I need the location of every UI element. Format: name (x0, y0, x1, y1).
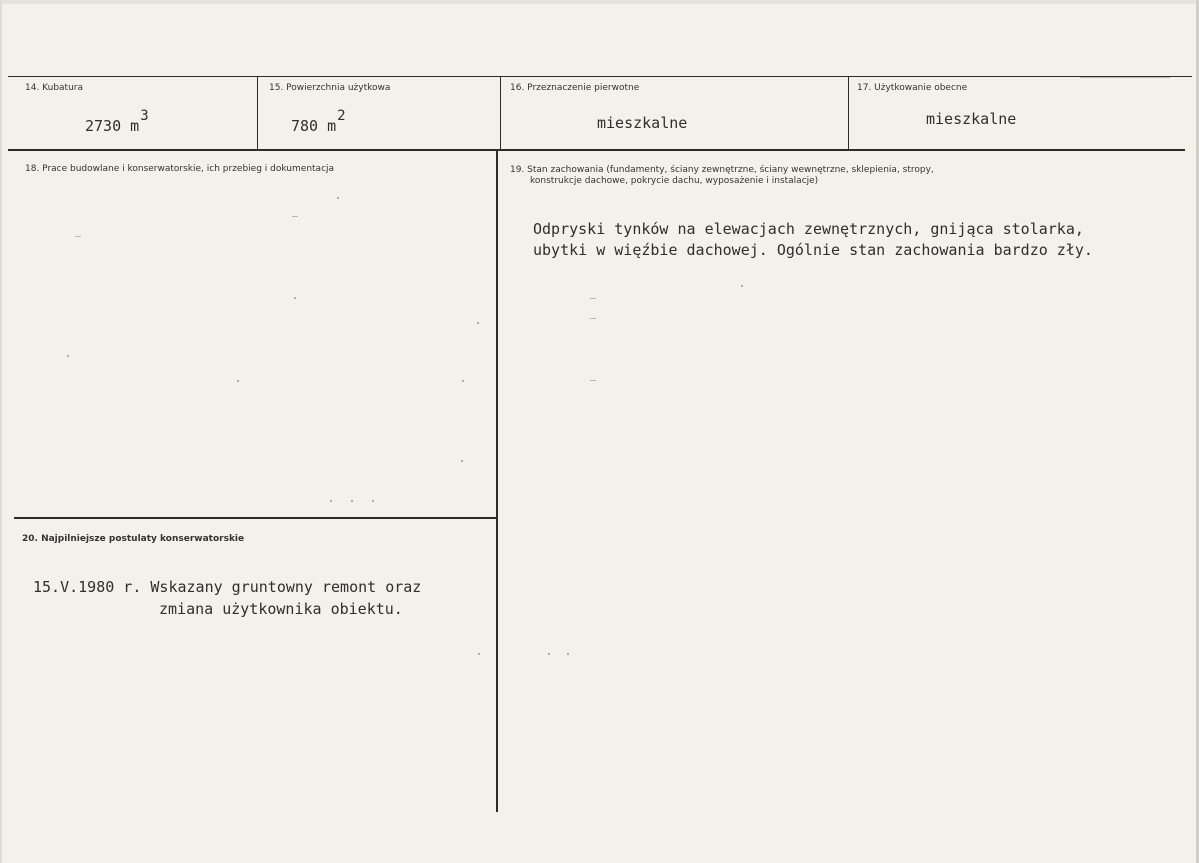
paper-speck (372, 500, 374, 502)
rule-top (8, 76, 1192, 77)
rule-v-16-17 (848, 77, 849, 150)
paper-speck (461, 460, 463, 462)
paper-speck (741, 285, 743, 287)
paper-speck (67, 355, 69, 357)
field-17-value: mieszkalne (926, 110, 1017, 128)
rule-v-15-16 (500, 77, 501, 150)
field-14-unit-exponent: 3 (140, 108, 149, 124)
rule-field20-top (14, 517, 496, 519)
field-19-text-line1: Odpryski tynków na elewacjach zewnętrznych, gnijąca stolarka, (533, 220, 1084, 238)
field-17-label: 17. Użytkowanie obecne (857, 83, 968, 93)
paper-speck (237, 380, 239, 382)
field-15-label: 15. Powierzchnia użytkowa (269, 83, 391, 93)
paper-speck (330, 500, 332, 502)
rule-row1-bottom (8, 149, 1185, 151)
card-edge-left (0, 0, 2, 863)
field-15-unit-exponent: 2 (337, 108, 346, 124)
paper-speck (294, 297, 296, 299)
paper-speck (462, 380, 464, 382)
paper-dash (292, 216, 298, 217)
paper-speck (477, 322, 479, 324)
paper-dash (590, 318, 596, 319)
field-20-text-line1: 15.V.1980 r. Wskazany gruntowny remont oraz (33, 578, 422, 596)
paper-speck (548, 653, 550, 655)
field-14-label: 14. Kubatura (25, 83, 84, 93)
field-18-label: 18. Prace budowlane i konserwatorskie, ich przebieg i dokumentacja (25, 164, 335, 174)
paper-speck (478, 653, 480, 655)
paper-dash (590, 298, 596, 299)
field-19-label-line1: 19. Stan zachowania (fundamenty, ściany zewnętrzne, ściany wewnętrzne, sklepienia, stropy, (510, 165, 934, 175)
paper-speck (337, 197, 339, 199)
paper-dash (590, 380, 596, 381)
rule-v-14-15 (257, 77, 258, 150)
paper-dash (75, 236, 81, 237)
card-edge-top (0, 0, 1199, 4)
paper-speck (567, 653, 569, 655)
paper-dash (1080, 77, 1170, 78)
field-16-value: mieszkalne (597, 114, 688, 132)
field-20-text-line2: zmiana użytkownika obiektu. (159, 600, 403, 618)
field-19-text-line2: ubytki w więźbie dachowej. Ogólnie stan zachowania bardzo zły. (533, 241, 1093, 259)
field-14-number: 2730 m (85, 117, 140, 135)
paper-speck (351, 500, 353, 502)
field-15-number: 780 m (291, 117, 337, 135)
field-16-label: 16. Przeznaczenie pierwotne (510, 83, 640, 93)
field-19-label-line2: konstrukcje dachowe, pokrycie dachu, wyposażenie i instalacje) (530, 176, 819, 186)
field-20-label: 20. Najpilniejsze postulaty konserwatorskie (22, 534, 245, 544)
field-14-value (85, 108, 149, 135)
rule-v-main (496, 150, 498, 812)
field-15-value (291, 108, 346, 135)
